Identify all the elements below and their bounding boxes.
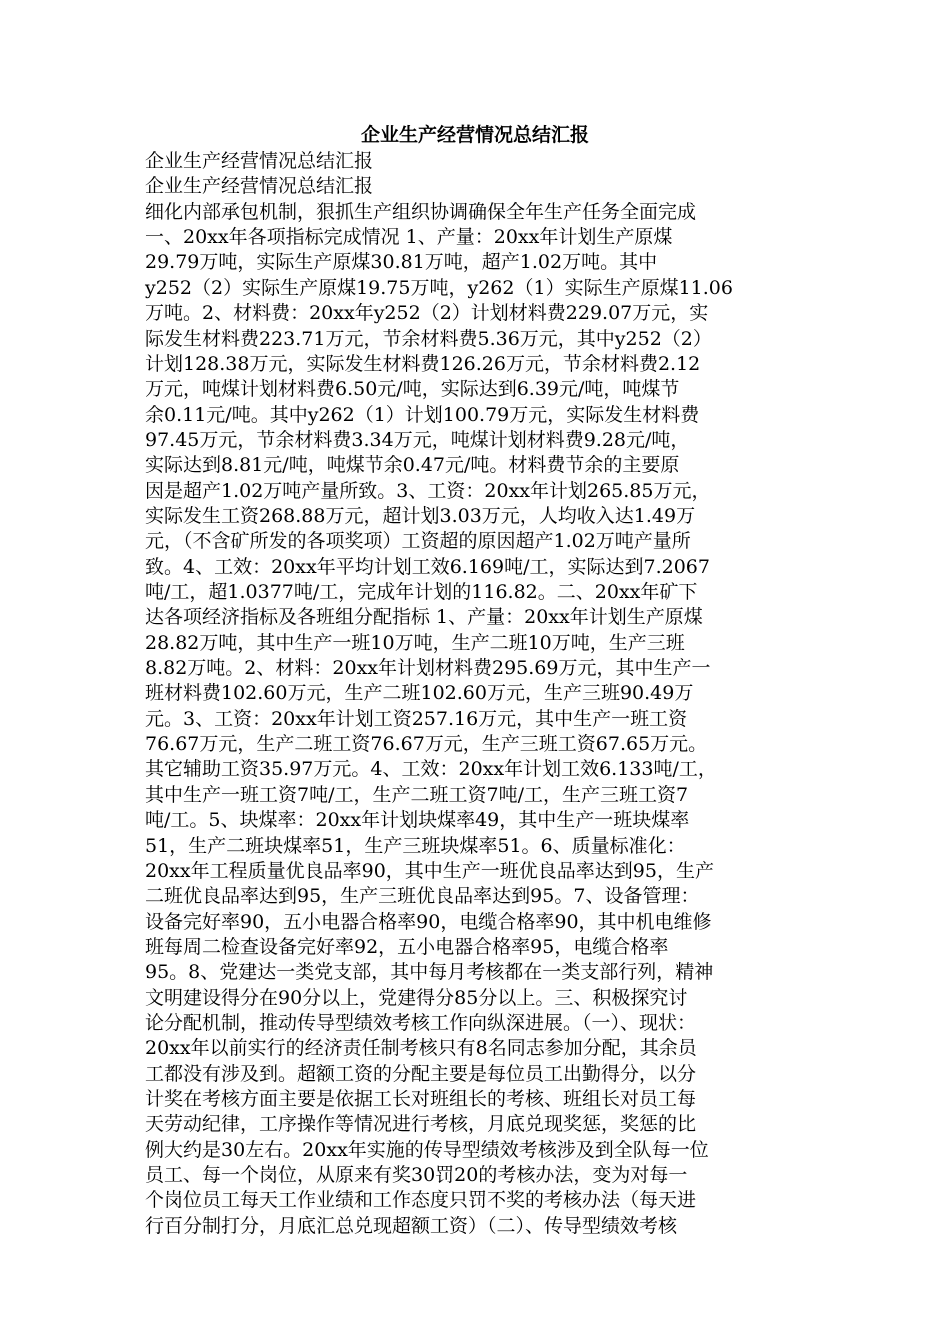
body-line: 其中生产一班工资7吨/工，生产二班工资7吨/工，生产三班工资7 [145,783,689,806]
body-line: 吨/工，超1.0377吨/工，完成年计划的116.82。二、20xx年矿下 [145,581,698,603]
body-line: 97.45万元，节余材料费3.34万元，吨煤计划材料费9.28元/吨， [145,428,690,451]
body-line: 51，生产二班块煤率51，生产三班块煤率51。6、质量标准化： [145,834,686,857]
body-line: 致。4、工效：20xx年平均计划工效6.169吨/工，实际达到7.2067 [145,555,710,578]
body-line: 一、20xx年各项指标完成情况 1、产量：20xx年计划生产原煤 [145,226,673,249]
body-line: 实际发生工资268.88万元，超计划3.03万元，人均收入达1.49万 [145,504,696,527]
body-line: 个岗位员工每天工作业绩和工作态度只罚不奖的考核办法（每天进 [145,1189,697,1212]
body-line: 文明建设得分在90分以上，党建得分85分以上。三、积极探究讨 [145,986,688,1009]
body-line: 计奖在考核方面主要是依据工长对班组长的考核、班组长对员工每 [145,1088,697,1110]
document-title: 企业生产经营情况总结汇报 [360,124,589,146]
body-line: 班每周二检查设备完好率92，五小电器合格率95，电缆合格率 [145,935,669,958]
body-line: 计划128.38万元，实际发生材料费126.26万元，节余材料费2.12 [145,352,701,375]
body-line: 企业生产经营情况总结汇报 [145,175,374,198]
body-line: 细化内部承包机制，狠抓生产组织协调确保全年生产任务全面完成 [145,200,697,223]
body-line: 元。3、工资：20xx年计划工资257.16万元，其中生产一班工资 [145,707,688,730]
body-line: 企业生产经营情况总结汇报 [145,150,374,172]
body-line: 元，（不含矿所发的各项奖项）工资超的原因超产1.02万吨产量所 [145,530,691,553]
body-line: 29.79万吨，实际生产原煤30.81万吨，超产1.02万吨。其中 [145,251,658,274]
body-line: 28.82万吨，其中生产一班10万吨，生产二班10万吨，生产三班 [145,631,685,654]
body-line: 万元，吨煤计划材料费6.50元/吨，实际达到6.39元/吨，吨煤节 [145,378,680,401]
body-line: 8.82万吨。2、材料：20xx年计划材料费295.69万元，其中生产一 [145,657,711,679]
body-line: y252（2）实际生产原煤19.75万吨，y262（1）实际生产原煤11.06 [145,276,733,299]
body-line: 二班优良品率达到95，生产三班优良品率达到95。7、设备管理： [145,885,700,908]
body-line: 员工、每一个岗位，从原来有奖30罚20的考核办法，变为对每一 [145,1164,688,1186]
body-line: 其它辅助工资35.97万元。4、工效：20xx年计划工效6.133吨/工， [145,758,717,781]
body-line: 20xx年以前实行的经济责任制考核只有8名同志参加分配，其余员 [145,1037,697,1060]
body-line: 例大约是30左右。20xx年实施的传导型绩效考核涉及到全队每一位 [145,1138,709,1161]
body-line: 达各项经济指标及各班组分配指标 1、产量：20xx年计划生产原煤 [145,606,703,629]
body-line: 万吨。2、材料费：20xx年y252（2）计划材料费229.07万元，实 [145,302,709,325]
body-line: 20xx年工程质量优良品率90，其中生产一班优良品率达到95，生产 [145,859,714,882]
body-line: 班材料费102.60万元，生产二班102.60万元，生产三班90.49万 [145,682,694,705]
body-line: 因是超产1.02万吨产量所致。3、工资：20xx年计划265.85万元， [145,479,711,502]
body-line: 天劳动纪律，工序操作等情况进行考核，月底兑现奖惩，奖惩的比 [145,1113,697,1136]
body-line: 际发生材料费223.71万元，节余材料费5.36万元，其中y252（2） [145,327,712,350]
body-line: 论分配机制，推动传导型绩效考核工作向纵深进展。（一）、现状： [145,1011,697,1034]
body-line: 实际达到8.81元/吨，吨煤节余0.47元/吨。材料费节余的主要原 [145,454,680,477]
body-line: 设备完好率90，五小电器合格率90，电缆合格率90，其中机电维修 [145,910,712,933]
body-line: 行百分制打分，月底汇总兑现超额工资）（二）、传导型绩效考核 [145,1214,678,1237]
body-line: 76.67万元，生产二班工资76.67万元，生产三班工资67.65万元。 [145,733,708,756]
body-line: 95。8、党建达一类党支部，其中每月考核都在一类支部行列，精神 [145,961,714,984]
body-line: 吨/工。5、块煤率：20xx年计划块煤率49，其中生产一班块煤率 [145,809,690,832]
body-line: 工都没有涉及到。超额工资的分配主要是每位员工出勤得分，以分 [145,1062,697,1085]
body-line: 余0.11元/吨。其中y262（1）计划100.79万元，实际发生材料费 [145,403,700,426]
